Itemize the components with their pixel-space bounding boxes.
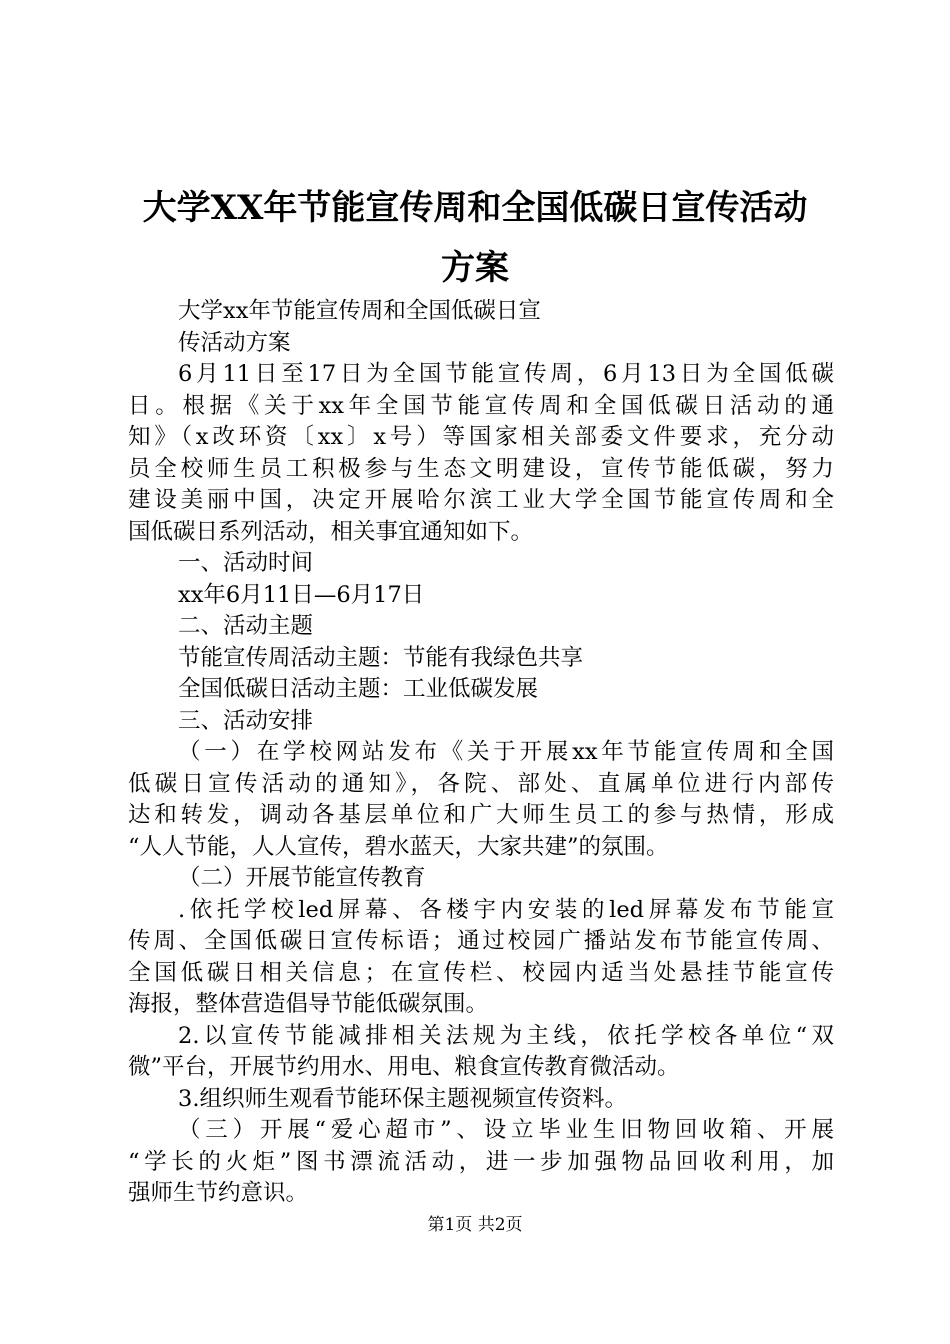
page-footer: 第1页 共2页 — [427, 1215, 523, 1235]
body-text-line: 达和转发，调动各基层单位和广大师生员工的参与热情，形成 — [128, 802, 834, 828]
body-text-line: 员全校师生员工积极参与生态文明建设，宣传节能低碳，努力 — [128, 455, 834, 482]
body-text-line: 全国低碳日相关信息；在宣传栏、校园内适当处悬挂节能宣传 — [128, 959, 834, 986]
body-text-line: 日。根据《关于xx年全国节能宣传周和全国低碳日活动的通 — [128, 392, 834, 419]
body-text-line: 国低碳日系列活动，相关事宜通知如下。 — [128, 518, 534, 545]
body-text-line: 二、活动主题 — [178, 613, 314, 639]
document-title-line-1: 大学XX年节能宣传周和全国低碳日宣传活动 — [142, 188, 808, 228]
body-text-line: 大学xx年节能宣传周和全国低碳日宣 — [178, 298, 541, 324]
body-text-line: 传活动方案 — [178, 329, 291, 356]
document-body — [128, 296, 834, 1210]
body-text-line: 一、活动时间 — [178, 550, 314, 576]
body-text-line: 全国低碳日活动主题：工业低碳发展 — [178, 676, 539, 702]
body-text-line: 三、活动安排 — [178, 707, 314, 734]
body-text-line: 6月11日至17日为全国节能宣传周，6月13日为全国低碳 — [178, 361, 834, 387]
body-text-line: 知》（x改环资〔xx〕x号）等国家相关部委文件要求，充分动 — [128, 424, 834, 450]
body-text-line: 微”平台，开展节约用水、用电、粮食宣传教育微活动。 — [128, 1054, 680, 1080]
body-text-line: （三）开展“爱心超市”、设立毕业生旧物回收箱、开展 — [178, 1117, 834, 1143]
document-title-line-2: 方案 — [441, 248, 509, 288]
body-text-line: “人人节能，人人宣传，碧水蓝天，大家共建”的氛围。 — [128, 833, 669, 860]
body-text-line: （一）在学校网站发布《关于开展xx年节能宣传周和全国 — [178, 739, 834, 765]
body-text-line: 2.以宣传节能减排相关法规为主线，依托学校各单位“双 — [178, 1022, 834, 1049]
body-text-line: 3.组织师生观看节能环保主题视频宣传资料。 — [178, 1085, 627, 1112]
body-text-line: 建设美丽中国，决定开展哈尔滨工业大学全国节能宣传周和全 — [128, 487, 834, 513]
body-text-line: 海报，整体营造倡导节能低碳氛围。 — [128, 991, 489, 1017]
body-text-line: 低碳日宣传活动的通知》，各院、部处、直属单位进行内部传 — [128, 770, 834, 797]
body-text-line: “学长的火炬”图书漂流活动，进一步加强物品回收利用，加 — [128, 1148, 834, 1175]
body-text-line: 传周、全国低碳日宣传标语；通过校园广播站发布节能宣传周、 — [128, 928, 834, 954]
body-text-line: .依托学校led屏幕、各楼宇内安装的led屏幕发布节能宣 — [178, 896, 834, 923]
body-text-line: 节能宣传周活动主题：节能有我绿色共享 — [178, 644, 584, 671]
body-text-line: 强师生节约意识。 — [128, 1180, 309, 1206]
body-text-line: （二）开展节能宣传教育 — [178, 865, 426, 891]
body-text-line: xx年6月11日—6月17日 — [178, 581, 425, 608]
